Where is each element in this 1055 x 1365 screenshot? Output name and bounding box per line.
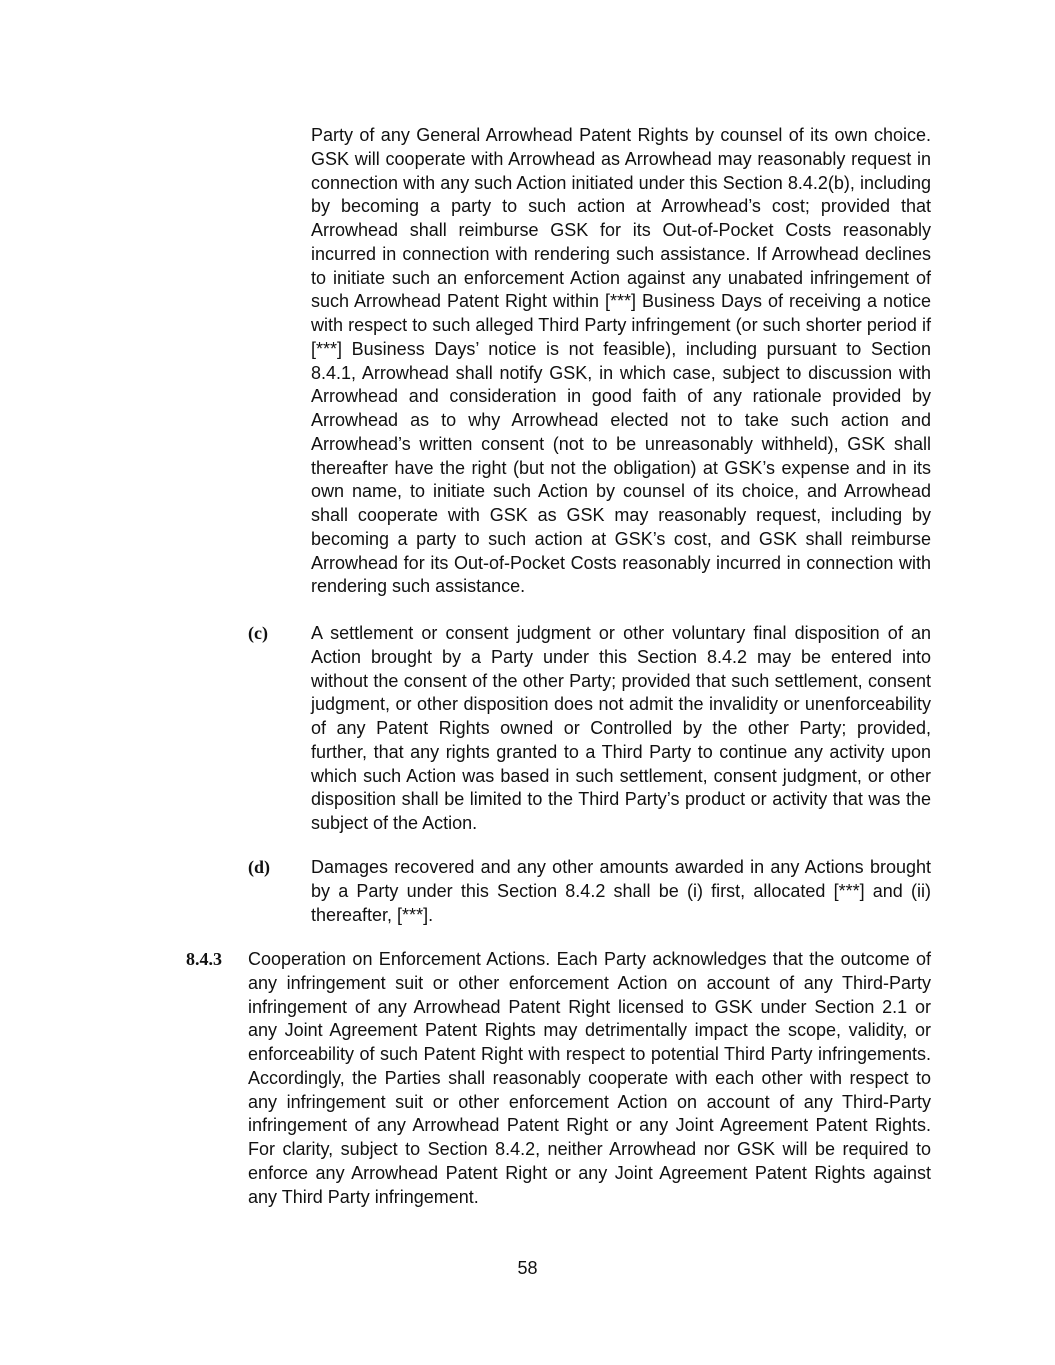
clause-c-paragraph: A settlement or consent judgment or other voluntary final disposition of an Action brought by a Party under this Section 8.4.2 may be entered into without the consent of the other Party; provided that such settlement, consent judgment, or other disposition does not admit the invalidity or unenforceability of any Patent Rights owned or Controlled by the other Party; provided, further, that any rights granted to a Third Party to continue any activity upon which such Action was based in such settlement, consent judgment, or other disposition shall be limited to the Third Party’s product or activity that was the subject of the Action. <box>311 623 931 833</box>
clause-c-label: (c) <box>248 623 268 643</box>
section-8-4-3-label: 8.4.3 <box>186 949 222 969</box>
page-number: 58 <box>517 1258 538 1278</box>
clause-d-label: (d) <box>248 857 270 877</box>
continuation-paragraph: Party of any General Arrowhead Patent Rights by counsel of its own choice. GSK will cooperate with Arrowhead as Arrowhead may reasonably request in connection with any such Action initiated under this Section 8.4.2(b), including by becoming a party to such action at Arrowhead’s cost; provided that Arrowhead shall reimburse GSK for its Out-of-Pocket Costs reasonably incurred in connection with rendering such assistance. If Arrowhead declines to initiate such an enforcement Action against any unabated infringement of such Arrowhead Patent Right within [***] Business Days of receiving a notice with respect to such alleged Third Party infringement (or such shorter period if [***] Business Days’ notice is not feasible), including pursuant to Section 8.4.1, Arrowhead shall notify GSK, in which case, subject to discussion with Arrowhead and consideration in good faith of any rationale provided by Arrowhead as to why Arrowhead elected not to take such action and Arrowhead’s written consent (not to be unreasonably withheld), GSK shall thereafter have the right (but not the obligation) at GSK’s expense and in its own name, to initiate such Action by counsel of its choice, and Arrowhead shall cooperate with GSK as GSK may reasonably request, including by becoming a party to such action at GSK’s cost, and GSK shall reimburse Arrowhead for its Out-of-Pocket Costs reasonably incurred in connection with rendering such assistance. <box>311 125 931 597</box>
section-8-4-3-paragraph: Cooperation on Enforcement Actions. Each Party acknowledges that the outcome of any infringement suit or other enforcement Action on account of any Third-Party infringement of any Arrowhead Patent Right licensed to GSK under Section 2.1 or any Joint Agreement Patent Rights may detrimentally impact the scope, validity, or enforceability of such Patent Right with respect to potential Third Party infringements. Accordingly, the Parties shall reasonably cooperate with each other with respect to any infringement suit or other enforcement Action on account of any Third-Party infringement of any Arrowhead Patent Right or any Joint Agreement Patent Rights. For clarity, subject to Section 8.4.2, neither Arrowhead nor GSK will be required to enforce any Arrowhead Patent Right or any Joint Agreement Patent Rights against any Third Party infringement. <box>248 949 931 1207</box>
clause-d-paragraph: Damages recovered and any other amounts awarded in any Actions brought by a Party under this Section 8.4.2 shall be (i) first, allocated [***] and (ii) thereafter, [***]. <box>311 857 931 925</box>
